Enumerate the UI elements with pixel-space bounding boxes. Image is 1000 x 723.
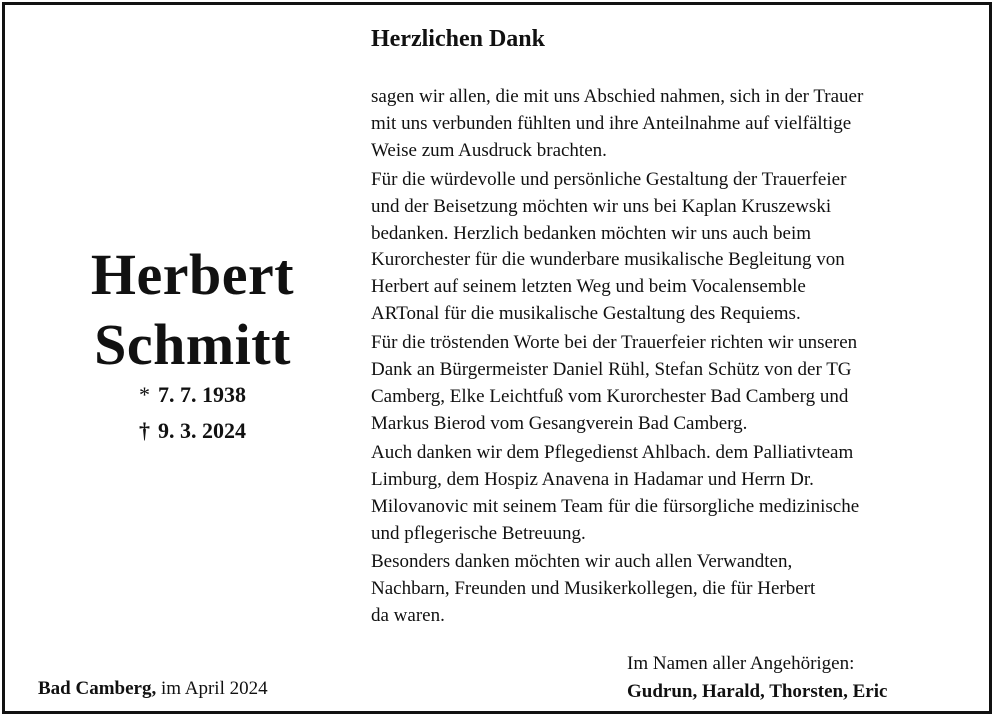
text-line: Auch danken wir dem Pflegedienst Ahlbach. dem Palliativteam: [371, 441, 854, 463]
signature-names: Gudrun, Harald, Thorsten, Eric: [627, 681, 888, 702]
notice-paragraph: [371, 167, 971, 328]
birth-symbol: *: [139, 382, 150, 407]
notice-paragraph: [371, 330, 971, 438]
birth-date: 7. 7. 1938: [158, 382, 246, 407]
signature-block: [627, 650, 887, 706]
deceased-first-name: Herbert: [90, 242, 295, 307]
notice-paragraph: [371, 549, 971, 630]
text-line: ARTonal für die musikalische Gestaltung des Requiems.: [371, 303, 801, 325]
text-line: Für die tröstenden Worte bei der Trauerfeier richten wir unseren: [371, 332, 858, 354]
place-name: Bad Camberg,: [38, 678, 157, 699]
text-line: Camberg, Elke Leichtfuß vom Kurorchester Bad Camberg und: [371, 385, 849, 407]
notice-date: im April 2024: [160, 678, 268, 699]
place-date-line: [38, 676, 268, 702]
birth-date-line: [0, 382, 385, 408]
text-line: und der Beisetzung möchten wir uns bei Kaplan Kruszewski: [371, 195, 832, 217]
text-line: sagen wir allen, die mit uns Abschied nahmen, sich in der Trauer: [371, 86, 864, 107]
text-line: Weise zum Ausdruck brachten.: [371, 139, 607, 161]
text-line: da waren.: [371, 605, 445, 627]
notice-paragraph: [371, 84, 971, 165]
signature-intro: Im Namen aller Angehörigen:: [627, 653, 855, 674]
notice-heading: Herzlichen Dank: [371, 26, 545, 52]
text-line: Kurorchester für die wunderbare musikalische Begleitung von: [371, 249, 845, 271]
deceased-last-name: Schmitt: [94, 312, 291, 377]
death-date-line: [0, 418, 385, 444]
text-line: mit uns verbunden fühlten und ihre Anteilnahme auf vielfältige: [371, 112, 852, 134]
text-line: Limburg, dem Hospiz Anavena in Hadamar und Herrn Dr.: [371, 468, 814, 490]
text-line: Markus Bierod vom Gesangverein Bad Camberg.: [371, 412, 748, 434]
death-cross-symbol: †: [139, 418, 150, 443]
text-line: Dank an Bürgermeister Daniel Rühl, Stefan Schütz von der TG: [371, 359, 852, 381]
text-line: und pflegerische Betreuung.: [371, 522, 586, 544]
text-line: Für die würdevolle und persönliche Gestaltung der Trauerfeier: [371, 168, 847, 190]
notice-paragraph: [371, 440, 971, 548]
text-line: bedanken. Herzlich bedanken möchten wir uns auch beim: [371, 222, 812, 244]
notice-body: [371, 84, 971, 632]
text-line: Besonders danken möchten wir auch allen Verwandten,: [371, 551, 793, 573]
death-date: 9. 3. 2024: [158, 418, 246, 443]
text-line: Herbert auf seinem letzten Weg und beim Vocalensemble: [371, 276, 806, 298]
text-line: Nachbarn, Freunden und Musikerkollegen, die für Herbert: [371, 578, 816, 600]
text-line: Milovanovic mit seinem Team für die fürsorgliche medizinische: [371, 495, 860, 517]
